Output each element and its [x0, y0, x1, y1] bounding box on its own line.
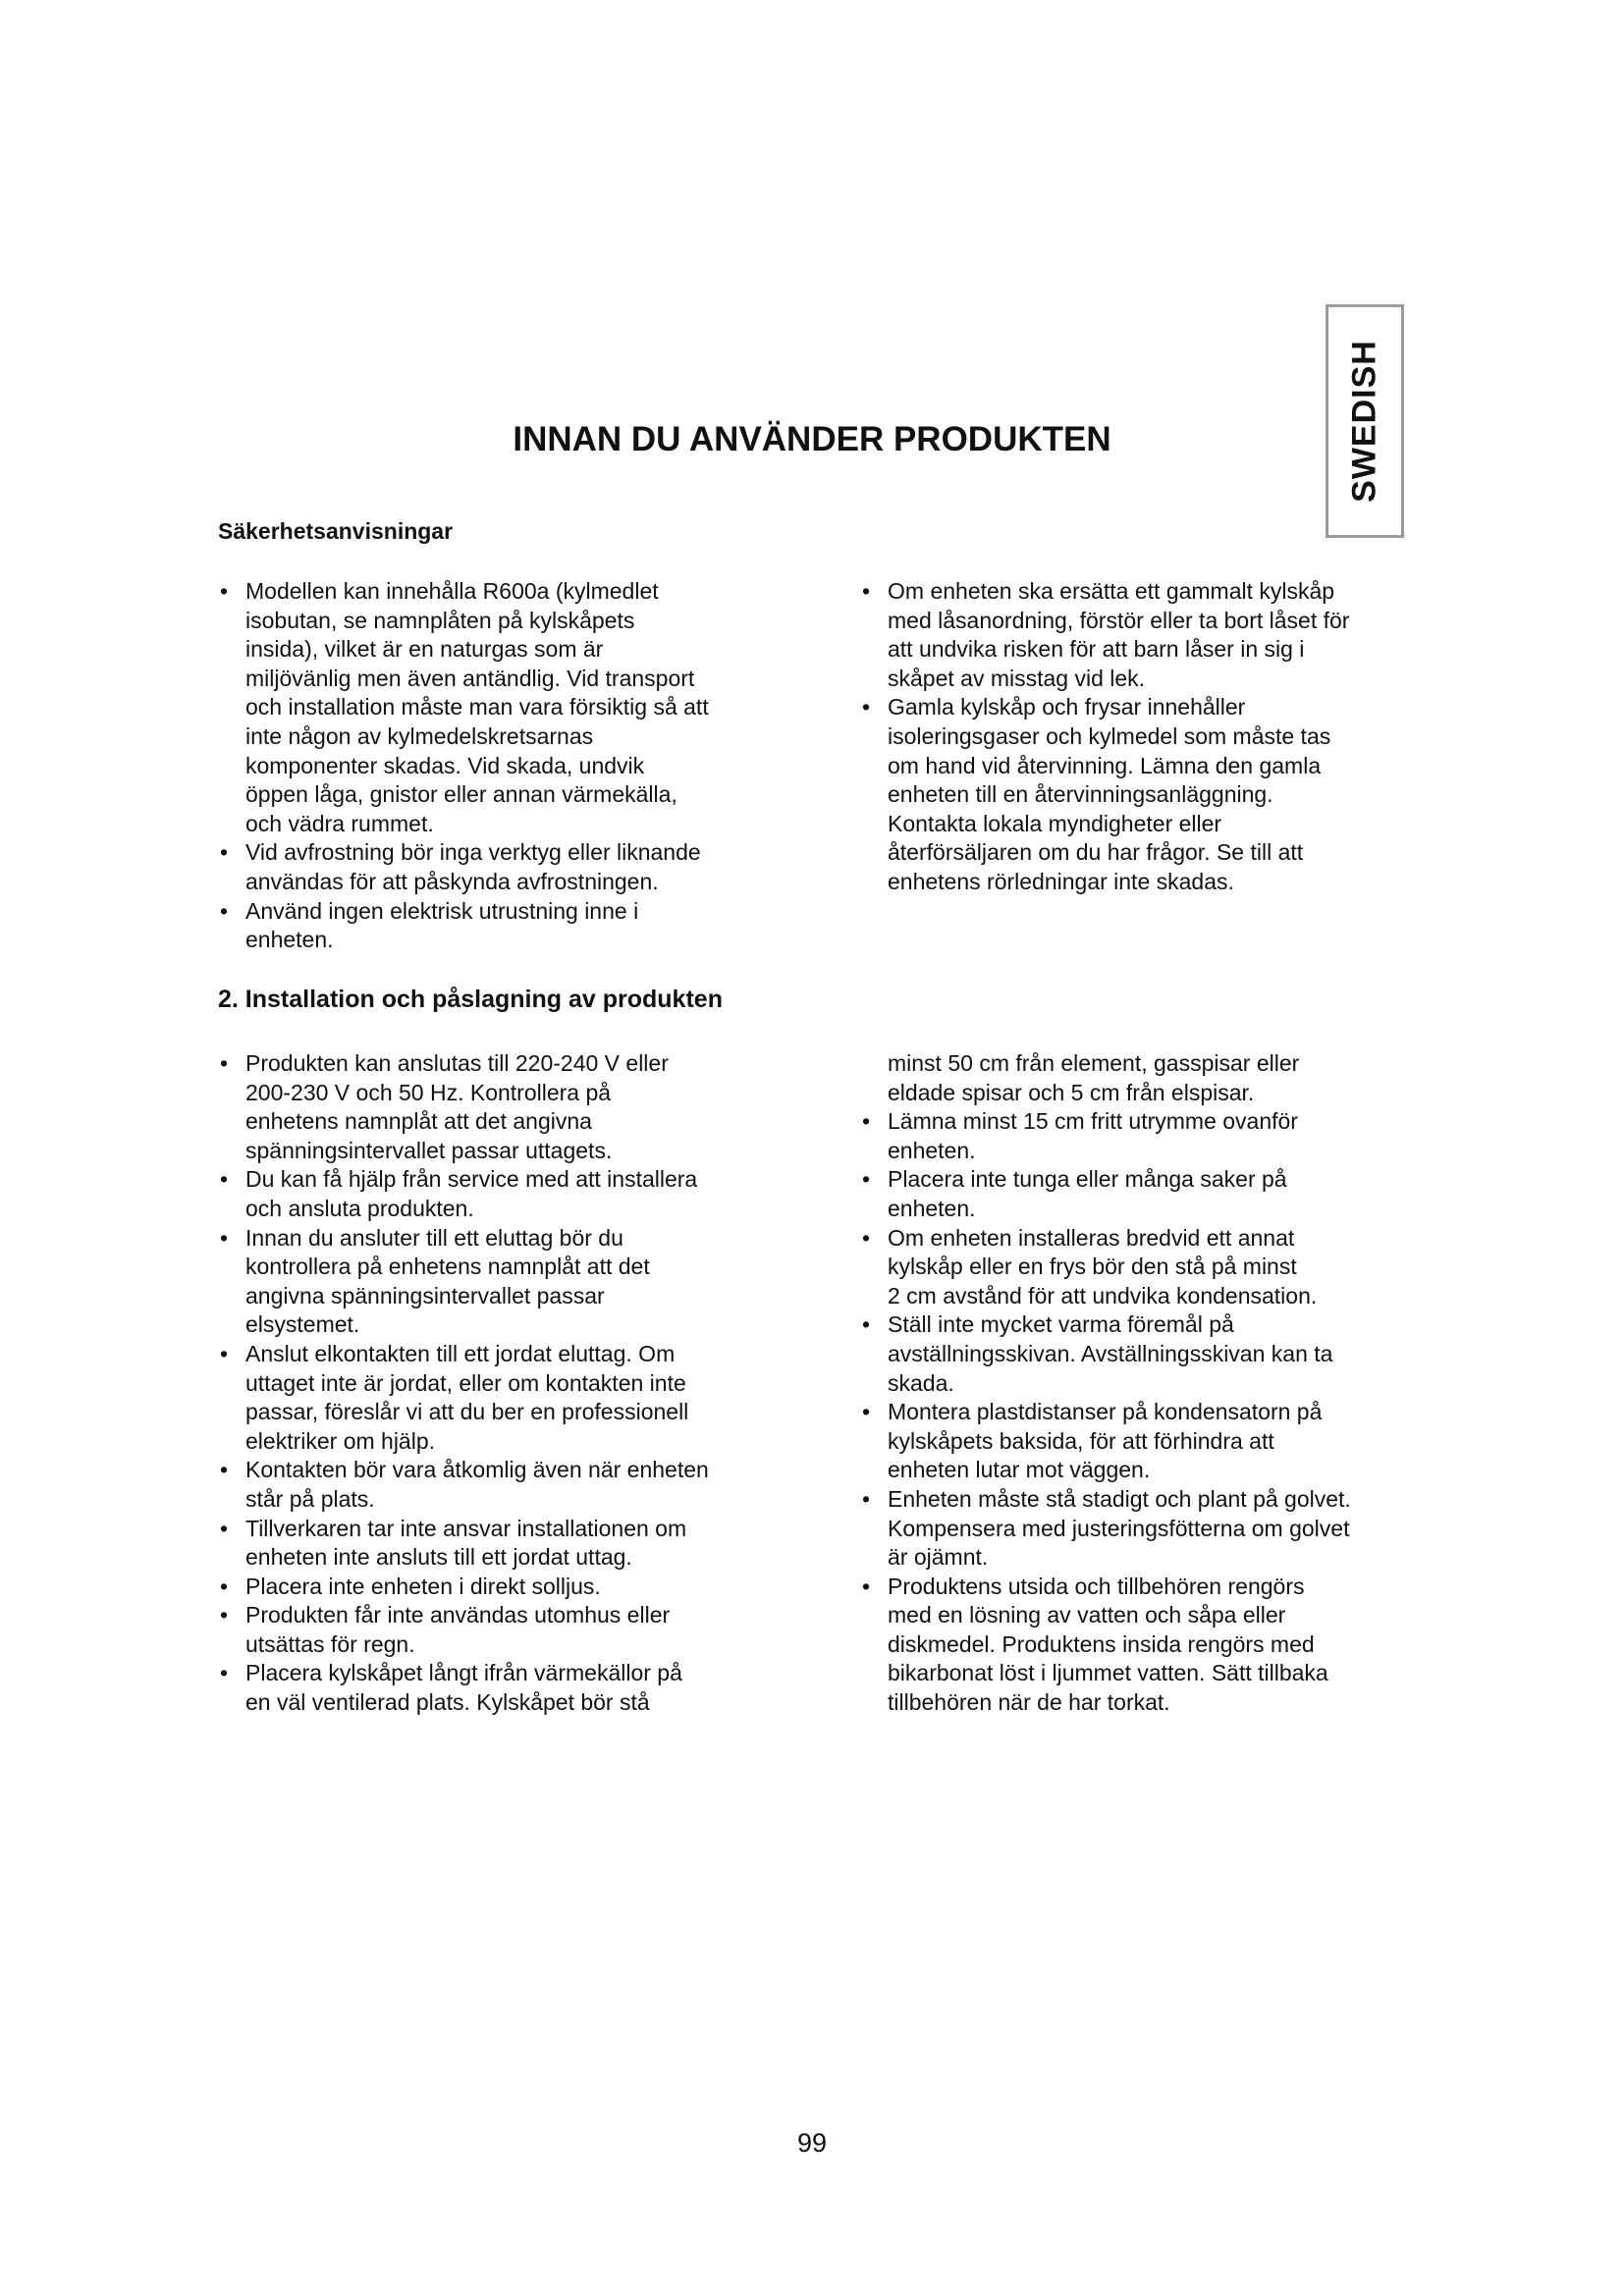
text-line: miljövänlig men även antändlig. Vid transport — [245, 665, 695, 691]
bullet-icon: • — [220, 1050, 229, 1076]
text-line: kylskåp eller en frys bör den stå på minst — [888, 1254, 1297, 1280]
install-list-left — [218, 1049, 797, 1718]
text-line: Om enheten ska ersätta ett gammalt kylskåp — [888, 578, 1335, 604]
text-line: Ställ inte mycket varma föremål på — [888, 1311, 1234, 1338]
text-line: passar, föreslår vi att du ber en professionell — [245, 1399, 689, 1425]
install-heading: 2. Installation och påslagning av produkten — [218, 986, 723, 1013]
list-item — [218, 1224, 797, 1340]
text-line: Lämna minst 15 cm fritt utrymme ovanför — [888, 1108, 1298, 1135]
text-line: Placera inte enheten i direkt solljus. — [245, 1573, 601, 1599]
text-line: med en lösning av vatten och såpa eller — [888, 1602, 1286, 1629]
text-line: skåpet av misstag vid lek. — [888, 665, 1146, 691]
text-line: med låsanordning, förstör eller ta bort låset för — [888, 607, 1350, 633]
bullet-icon: • — [862, 1108, 871, 1135]
text-line: minst 50 cm från element, gasspisar eller — [888, 1050, 1300, 1076]
list-item — [218, 577, 797, 838]
bullet-icon: • — [862, 578, 871, 604]
text-line: Använd ingen elektrisk utrustning inne i — [245, 897, 639, 924]
text-line: insida), vilket är en naturgas som är — [245, 636, 604, 663]
text-line: angivna spänningsintervallet passar — [245, 1282, 605, 1308]
bullet-icon: • — [862, 1485, 871, 1512]
text-line: en väl ventilerad plats. Kylskåpet bör stå — [245, 1689, 650, 1716]
bullet-icon: • — [220, 578, 229, 604]
text-line: Modellen kan innehålla R600a (kylmedlet — [245, 578, 659, 604]
text-line: Vid avfrostning bör inga verktyg eller liknande — [245, 839, 701, 866]
text-line: enhetens namnplåt att det angivna — [245, 1108, 592, 1135]
text-line: Enheten måste stå stadigt och plant på golvet. — [888, 1485, 1351, 1512]
list-item — [860, 693, 1439, 896]
text-line: och installation måste man vara försiktig så att — [245, 694, 709, 721]
bullet-icon: • — [862, 1311, 871, 1338]
text-line: står på plats. — [245, 1485, 375, 1512]
list-item — [860, 1573, 1449, 1718]
page-number: 99 — [796, 2128, 828, 2158]
list-item — [218, 1049, 797, 1165]
text-line: bikarbonat löst i ljummet vatten. Sätt tillbaka — [888, 1660, 1328, 1686]
text-line: användas för att påskynda avfrostningen. — [245, 868, 659, 894]
text-line: enheten. — [888, 1137, 976, 1163]
bullet-icon: • — [220, 1515, 229, 1541]
text-line: eldade spisar och 5 cm från elspisar. — [888, 1079, 1255, 1105]
list-item — [218, 1659, 797, 1717]
text-line: Produkten kan anslutas till 220-240 V eller — [245, 1050, 669, 1076]
list-item-continued — [860, 1049, 1449, 1107]
language-tab-label: SWEDISH — [1345, 340, 1383, 503]
text-line: Kompensera med justeringsfötterna om golvet — [888, 1515, 1350, 1541]
text-line: Produktens utsida och tillbehören rengörs — [888, 1573, 1305, 1599]
bullet-icon: • — [862, 1573, 871, 1599]
bullet-icon: • — [220, 1660, 229, 1686]
text-line: elektriker om hjälp. — [245, 1427, 436, 1454]
text-line: Tillverkaren tar inte ansvar installationen om — [245, 1515, 687, 1541]
list-item — [860, 1398, 1449, 1485]
list-item — [218, 1515, 797, 1573]
text-line: är ojämnt. — [888, 1544, 989, 1571]
list-item — [860, 577, 1439, 693]
list-item — [218, 1573, 797, 1602]
bullet-icon: • — [220, 1224, 229, 1251]
text-line: öppen låga, gnistor eller annan värmekälla, — [245, 781, 677, 808]
bullet-icon: • — [220, 1166, 229, 1193]
list-item — [860, 1165, 1449, 1223]
text-line: och ansluta produkten. — [245, 1195, 474, 1221]
text-line: enheten. — [245, 927, 334, 953]
safety-list-right — [860, 577, 1439, 897]
text-line: kontrollera på enhetens namnplåt att det — [245, 1254, 650, 1280]
page-title: INNAN DU ANVÄNDER PRODUKTEN — [513, 420, 1111, 458]
text-line: komponenter skadas. Vid skada, undvik — [245, 752, 645, 778]
text-line: enheten inte ansluts till ett jordat uttag. — [245, 1544, 632, 1571]
text-line: 200-230 V och 50 Hz. Kontrollera på — [245, 1079, 612, 1105]
text-line: Gamla kylskåp och frysar innehåller — [888, 694, 1246, 721]
text-line: tillbehören när de har torkat. — [888, 1689, 1170, 1716]
bullet-icon: • — [220, 897, 229, 924]
text-line: Om enheten installeras bredvid ett annat — [888, 1224, 1295, 1251]
bullet-icon: • — [862, 1166, 871, 1193]
bullet-icon: • — [220, 1573, 229, 1599]
text-line: att undvika risken för att barn låser in sig i — [888, 636, 1305, 663]
bullet-icon: • — [862, 694, 871, 721]
bullet-icon: • — [220, 839, 229, 866]
text-line: Placera inte tunga eller många saker på — [888, 1166, 1287, 1193]
list-item — [860, 1107, 1449, 1165]
text-line: Kontakten bör vara åtkomlig även när enheten — [245, 1457, 709, 1483]
text-line: utsättas för regn. — [245, 1630, 415, 1657]
text-line: Kontakta lokala myndigheter eller — [888, 810, 1222, 836]
text-line: Montera plastdistanser på kondensatorn på — [888, 1399, 1323, 1425]
text-line: isobutan, se namnplåten på kylskåpets — [245, 607, 635, 633]
text-line: enhetens rörledningar inte skadas. — [888, 868, 1234, 894]
text-line: inte någon av kylmedelskretsarnas — [245, 722, 594, 749]
list-item — [860, 1310, 1449, 1398]
text-line: isoleringsgaser och kylmedel som måste tas — [888, 722, 1331, 749]
text-line: spänningsintervallet passar uttagets. — [245, 1137, 613, 1163]
bullet-icon: • — [220, 1457, 229, 1483]
list-item — [860, 1485, 1449, 1573]
text-line: kylskåpets baksida, för att förhindra att — [888, 1427, 1274, 1454]
list-item — [218, 1165, 797, 1223]
list-item — [218, 1601, 797, 1659]
text-line: 2 cm avstånd för att undvika kondensation. — [888, 1282, 1318, 1308]
text-line: uttaget inte är jordat, eller om kontakten inte — [245, 1369, 686, 1396]
safety-list-left — [218, 577, 797, 955]
text-line: avställningsskivan. Avställningsskivan kan ta — [888, 1340, 1333, 1366]
list-item — [218, 897, 797, 955]
bullet-icon: • — [220, 1602, 229, 1629]
list-item — [860, 1224, 1449, 1311]
text-line: elsystemet. — [245, 1311, 360, 1338]
bullet-icon: • — [220, 1340, 229, 1366]
text-line: Innan du ansluter till ett eluttag bör du — [245, 1224, 623, 1251]
list-item — [218, 838, 797, 896]
text-line: Produkten får inte användas utomhus eller — [245, 1602, 671, 1629]
bullet-icon: • — [862, 1224, 871, 1251]
text-line: enheten lutar mot väggen. — [888, 1457, 1151, 1483]
text-line: Du kan få hjälp från service med att installera — [245, 1166, 698, 1193]
list-item — [218, 1456, 797, 1514]
text-line: återförsäljaren om du har frågor. Se till att — [888, 839, 1304, 866]
text-line: Placera kylskåpet långt ifrån värmekällor på — [245, 1660, 682, 1686]
text-line: om hand vid återvinning. Lämna den gamla — [888, 752, 1322, 778]
text-line: enheten till en återvinningsanläggning. — [888, 781, 1273, 808]
bullet-icon: • — [862, 1399, 871, 1425]
list-item — [218, 1340, 797, 1456]
text-line: Anslut elkontakten till ett jordat eluttag. Om — [245, 1340, 676, 1366]
text-line: skada. — [888, 1369, 954, 1396]
text-line: diskmedel. Produktens insida rengörs med — [888, 1630, 1315, 1657]
install-list-right — [860, 1049, 1449, 1718]
text-line: enheten. — [888, 1195, 976, 1221]
text-line: och vädra rummet. — [245, 810, 434, 836]
safety-heading: Säkerhetsanvisningar — [218, 518, 454, 544]
